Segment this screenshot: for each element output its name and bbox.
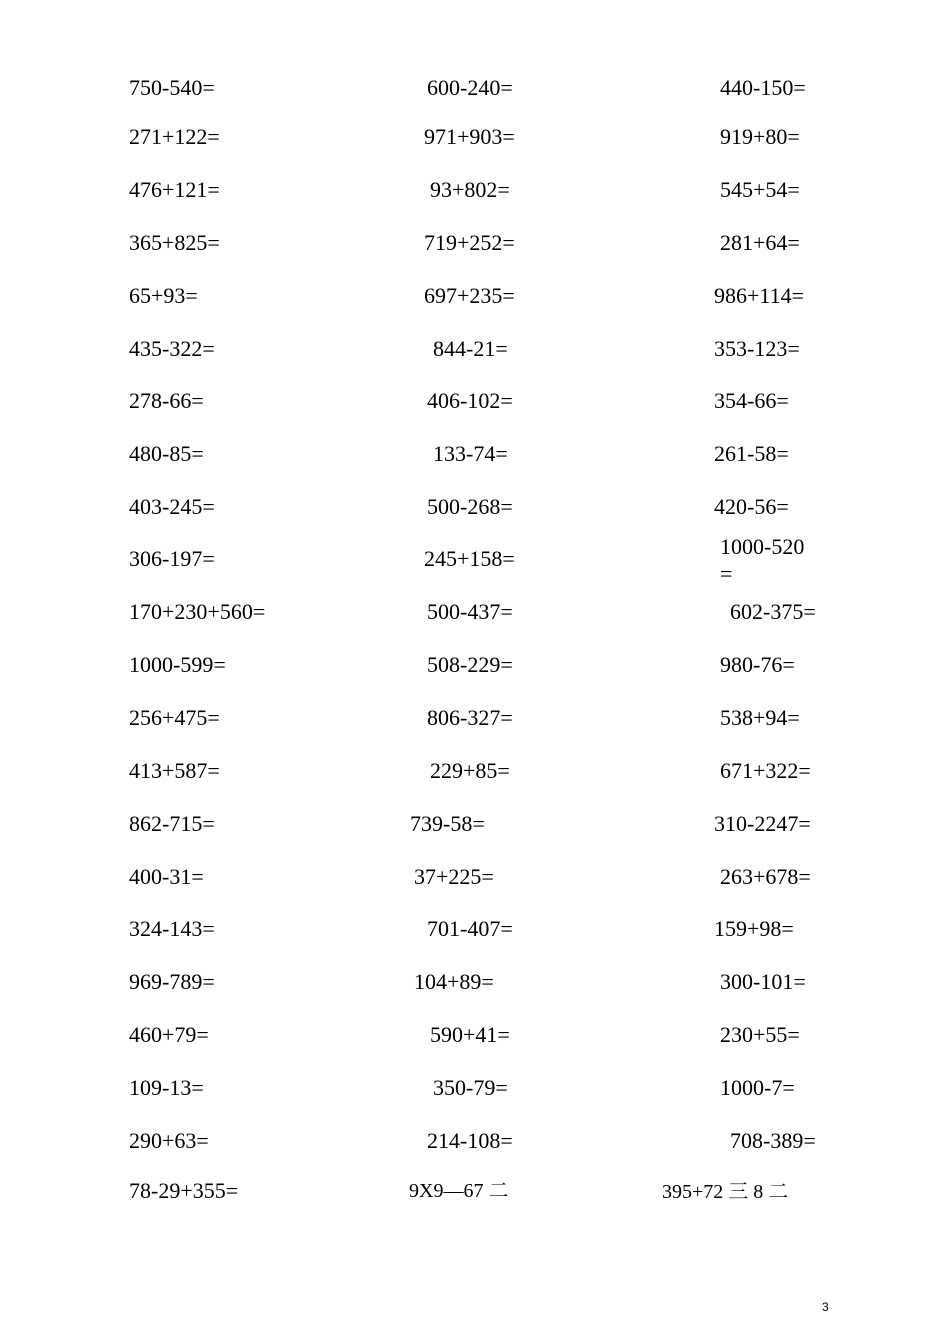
problem: 271+122= [129, 124, 220, 149]
problem: 708-389= [730, 1128, 816, 1153]
problem: 170+230+560= [129, 599, 266, 624]
problem: 969-789= [129, 969, 215, 994]
problem: 500-437= [427, 599, 513, 624]
problem: 750-540= [129, 75, 215, 100]
problem: 413+587= [129, 758, 220, 783]
problem: 104+89= [414, 969, 494, 994]
problem: 986+114= [714, 283, 804, 308]
problem: 278-66= [129, 388, 204, 413]
problem: 476+121= [129, 177, 220, 202]
problem: 354-66= [714, 388, 789, 413]
problem: 229+85= [430, 758, 510, 783]
problem: 701-407= [427, 916, 513, 941]
problem: 400-31= [129, 864, 204, 889]
problem: 263+678= [720, 864, 811, 889]
problem: 281+64= [720, 230, 800, 255]
problem: 65+93= [129, 283, 198, 308]
problem: 261-58= [714, 441, 789, 466]
problem: 403-245= [129, 494, 215, 519]
problem: 300-101= [720, 969, 806, 994]
problem: 460+79= [129, 1022, 209, 1047]
problem: 602-375= [730, 599, 816, 624]
problem: 256+475= [129, 705, 220, 730]
problem: 440-150= [720, 75, 806, 100]
problem: 37+225= [414, 864, 494, 889]
problem: 159+98= [714, 916, 794, 941]
problem: 9X9—67 二 [409, 1180, 509, 1202]
problem: 214-108= [427, 1128, 513, 1153]
problem: 395+72 三 8 二 [662, 1181, 789, 1203]
problem: 508-229= [427, 652, 513, 677]
problem: 919+80= [720, 124, 800, 149]
problem: 1000-599= [129, 652, 226, 677]
problem: 324-143= [129, 916, 215, 941]
problem: 844-21= [433, 336, 508, 361]
problem: 671+322= [720, 758, 811, 783]
problem: 420-56= [714, 494, 789, 519]
problem: 350-79= [433, 1075, 508, 1100]
problem: 719+252= [424, 230, 515, 255]
problem: 480-85= [129, 441, 204, 466]
problem: 93+802= [430, 177, 510, 202]
problem: 500-268= [427, 494, 513, 519]
problem: 78-29+355= [129, 1178, 239, 1203]
problem: 806-327= [427, 705, 513, 730]
problem: 600-240= [427, 75, 513, 100]
problem: 353-123= [714, 336, 800, 361]
problem: 365+825= [129, 230, 220, 255]
problem: 1000-7= [720, 1075, 795, 1100]
problem: 980-76= [720, 652, 795, 677]
problem: 290+63= [129, 1128, 209, 1153]
problem: 406-102= [427, 388, 513, 413]
problem: 739-58= [410, 811, 485, 836]
problem: 545+54= [720, 177, 800, 202]
problem: 1000-520= [720, 534, 805, 586]
problem: 590+41= [430, 1022, 510, 1047]
problem: 230+55= [720, 1022, 800, 1047]
problem: 109-13= [129, 1075, 204, 1100]
problem: 435-322= [129, 336, 215, 361]
page-number: 3 [822, 1300, 829, 1314]
problem: 245+158= [424, 546, 515, 571]
problem: 971+903= [424, 124, 515, 149]
problem: 862-715= [129, 811, 215, 836]
problem: 133-74= [433, 441, 508, 466]
problem: 538+94= [720, 705, 800, 730]
problem: 310-2247= [714, 811, 811, 836]
problem: 697+235= [424, 283, 515, 308]
problem: 306-197= [129, 546, 215, 571]
